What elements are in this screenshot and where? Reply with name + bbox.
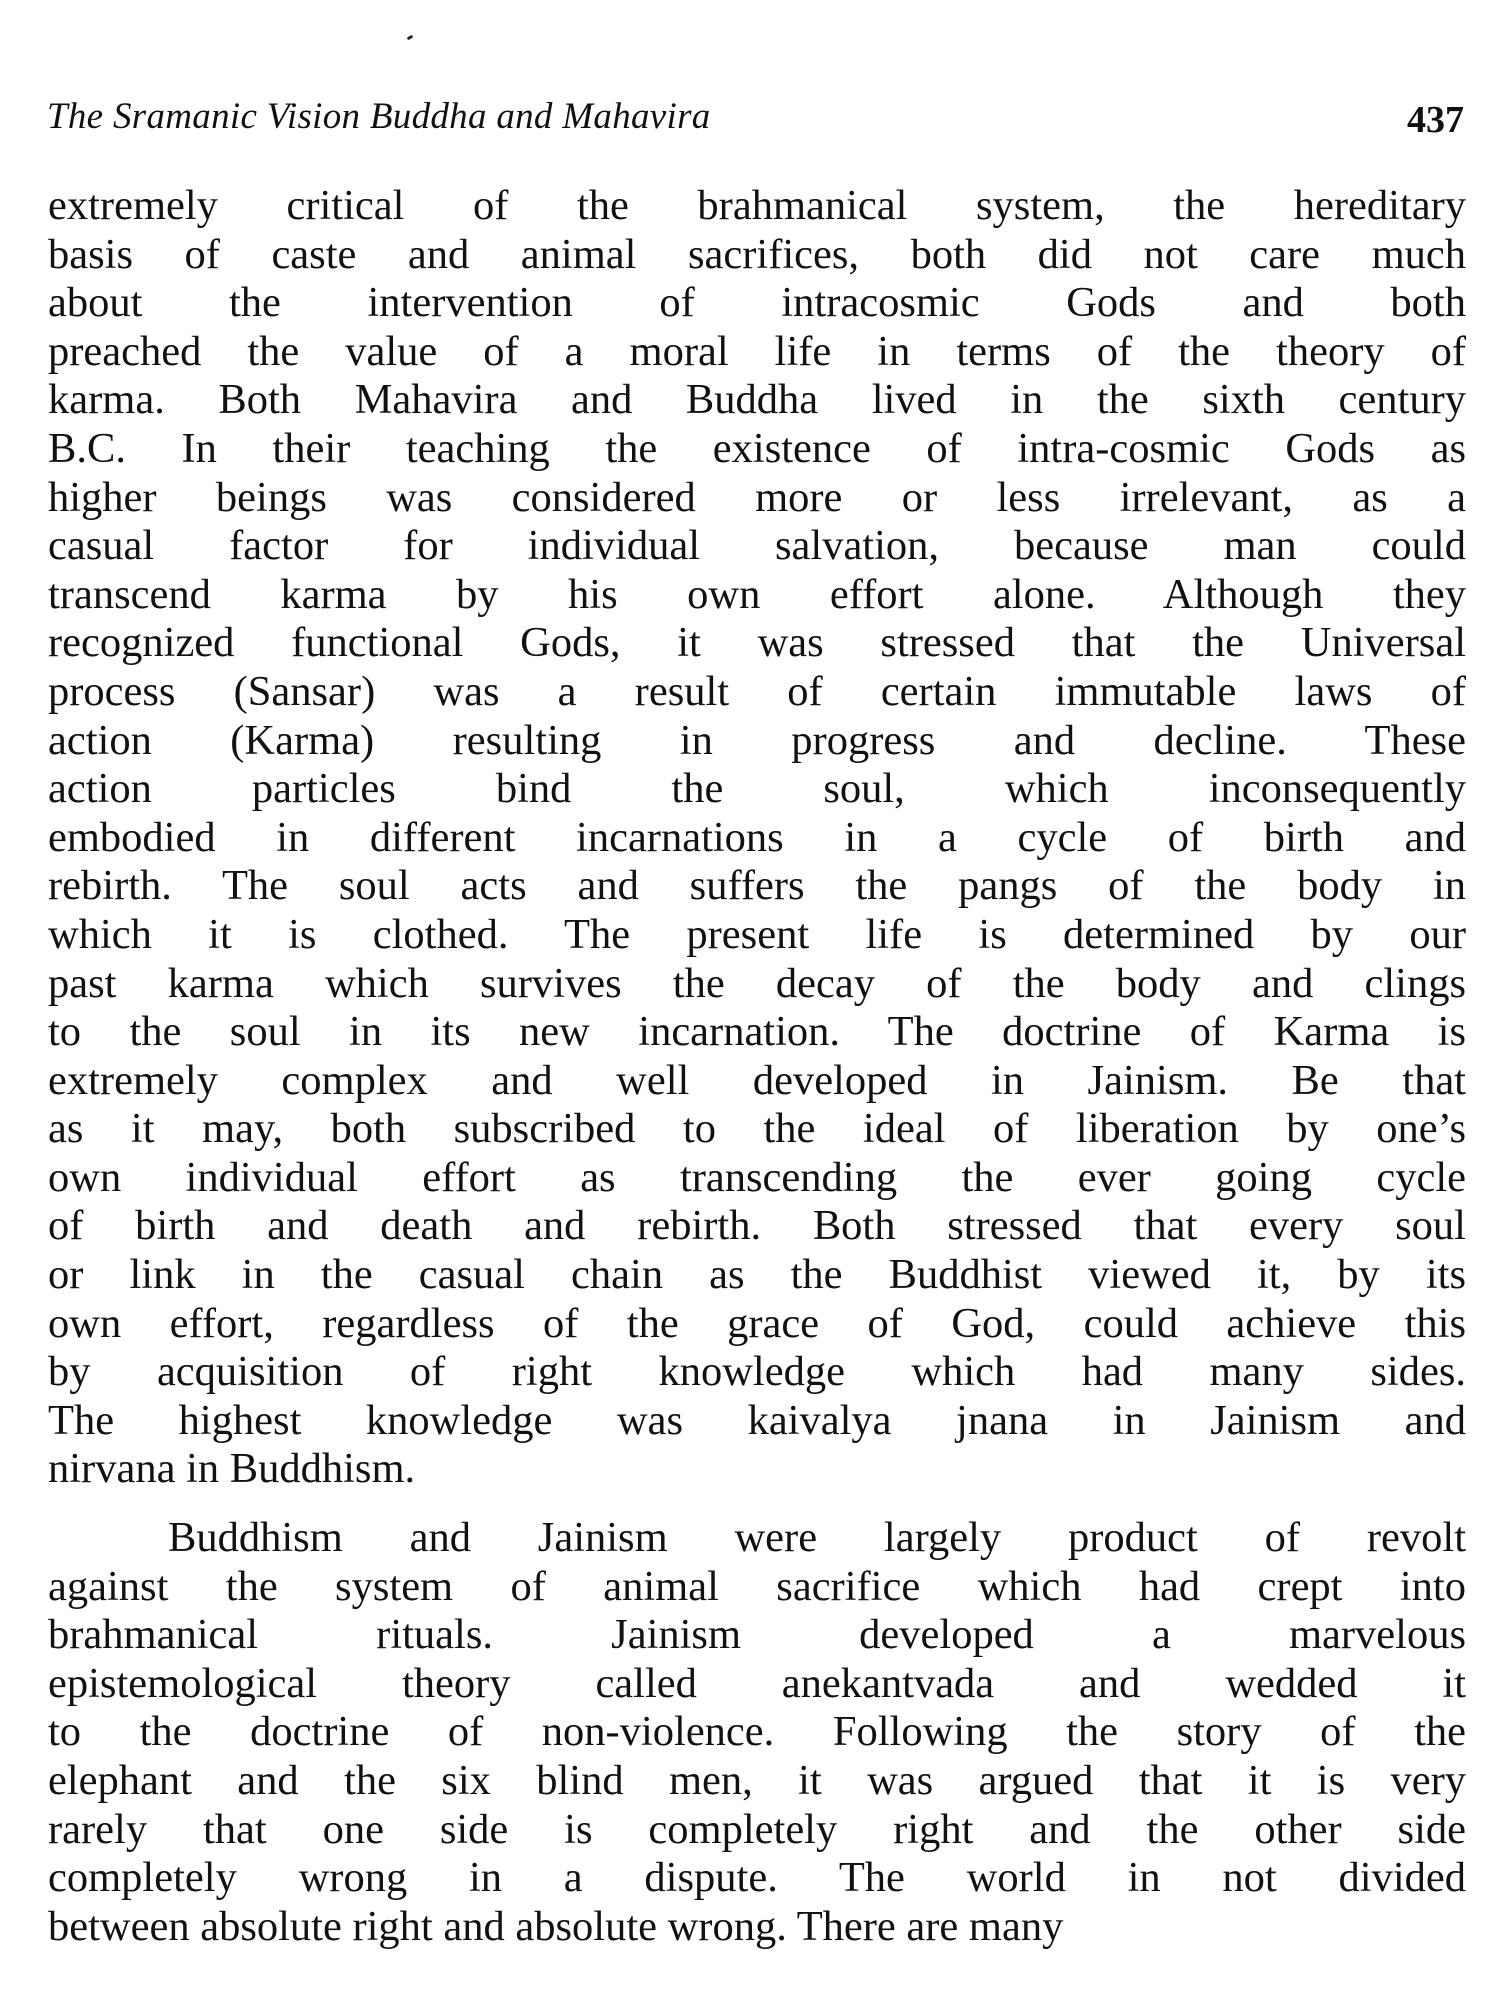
- text-line: nirvana in Buddhism.: [48, 1445, 416, 1493]
- running-title: The Sramanic Vision Buddha and Mahavira: [47, 96, 711, 137]
- text-line: against the system of animal sacrifice which had crept into: [48, 1562, 1466, 1610]
- text-line: by acquisition of right knowledge which had many sides.: [48, 1348, 1466, 1396]
- text-line: action (Karma) resulting in progress and decline. These: [48, 716, 1466, 764]
- body-text: [48, 182, 1466, 1951]
- text-line: basis of caste and animal sacrifices, both did not care much: [48, 230, 1466, 278]
- page-number: 437: [1407, 99, 1464, 141]
- text-line: of birth and death and rebirth. Both stressed that every soul: [48, 1202, 1466, 1250]
- text-line: own individual effort as transcending the ever going cycle: [48, 1153, 1466, 1201]
- text-line: brahmanical rituals. Jainism developed a marvelous: [48, 1611, 1466, 1659]
- text-line: epistemological theory called anekantvada and wedded it: [48, 1659, 1466, 1707]
- text-line: elephant and the six blind men, it was argued that it is very: [48, 1757, 1466, 1804]
- text-line: to the doctrine of non-violence. Following the story of the: [48, 1708, 1466, 1756]
- text-line: embodied in different incarnations in a cycle of birth and: [48, 813, 1466, 861]
- text-line: recognized functional Gods, it was stressed that the Universal: [48, 619, 1466, 667]
- text-line: preached the value of a moral life in terms of the theory of: [48, 327, 1466, 375]
- text-line: higher beings was considered more or less irrelevant, as a: [48, 473, 1466, 521]
- text-line: casual factor for individual salvation, because man could: [48, 522, 1466, 570]
- text-line: extremely complex and well developed in Jainism. Be that: [48, 1056, 1466, 1104]
- text-line: rarely that one side is completely right and the other side: [48, 1805, 1466, 1853]
- text-line: completely wrong in a dispute. The world in not divided: [48, 1854, 1466, 1902]
- text-line: past karma which survives the decay of the body and clings: [48, 959, 1466, 1007]
- paragraph-1: [48, 182, 1466, 1494]
- text-line: process (Sansar) was a result of certain immutable laws of: [48, 667, 1466, 715]
- paragraph-gap: [48, 1494, 1466, 1514]
- text-line: between absolute right and absolute wrong. There are many: [48, 1902, 1064, 1950]
- text-line: B.C. In their teaching the existence of intra-cosmic Gods as: [48, 424, 1466, 472]
- text-line: rebirth. The soul acts and suffers the pangs of the body in: [48, 862, 1466, 910]
- text-line: about the intervention of intracosmic Gods and both: [48, 279, 1466, 327]
- text-line: The highest knowledge was kaivalya jnana in Jainism and: [48, 1396, 1466, 1444]
- text-line: or link in the casual chain as the Buddhist viewed it, by its: [48, 1251, 1466, 1299]
- paragraph-2: [48, 1514, 1466, 1951]
- text-line: as it may, both subscribed to the ideal of liberation by one’s: [48, 1105, 1466, 1153]
- text-line: karma. Both Mahavira and Buddha lived in the sixth century: [48, 376, 1466, 424]
- text-line: to the soul in its new incarnation. The doctrine of Karma is: [48, 1008, 1466, 1056]
- text-line: Buddhism and Jainism were largely product of revolt: [168, 1514, 1466, 1562]
- print-speck: [407, 35, 414, 41]
- text-line: action particles bind the soul, which inconsequently: [48, 765, 1466, 813]
- text-line: extremely critical of the brahmanical system, the hereditary: [48, 182, 1466, 229]
- text-line: transcend karma by his own effort alone. Although they: [48, 570, 1466, 618]
- text-line: own effort, regardless of the grace of God, could achieve this: [48, 1299, 1466, 1347]
- text-line: which it is clothed. The present life is determined by our: [48, 910, 1466, 958]
